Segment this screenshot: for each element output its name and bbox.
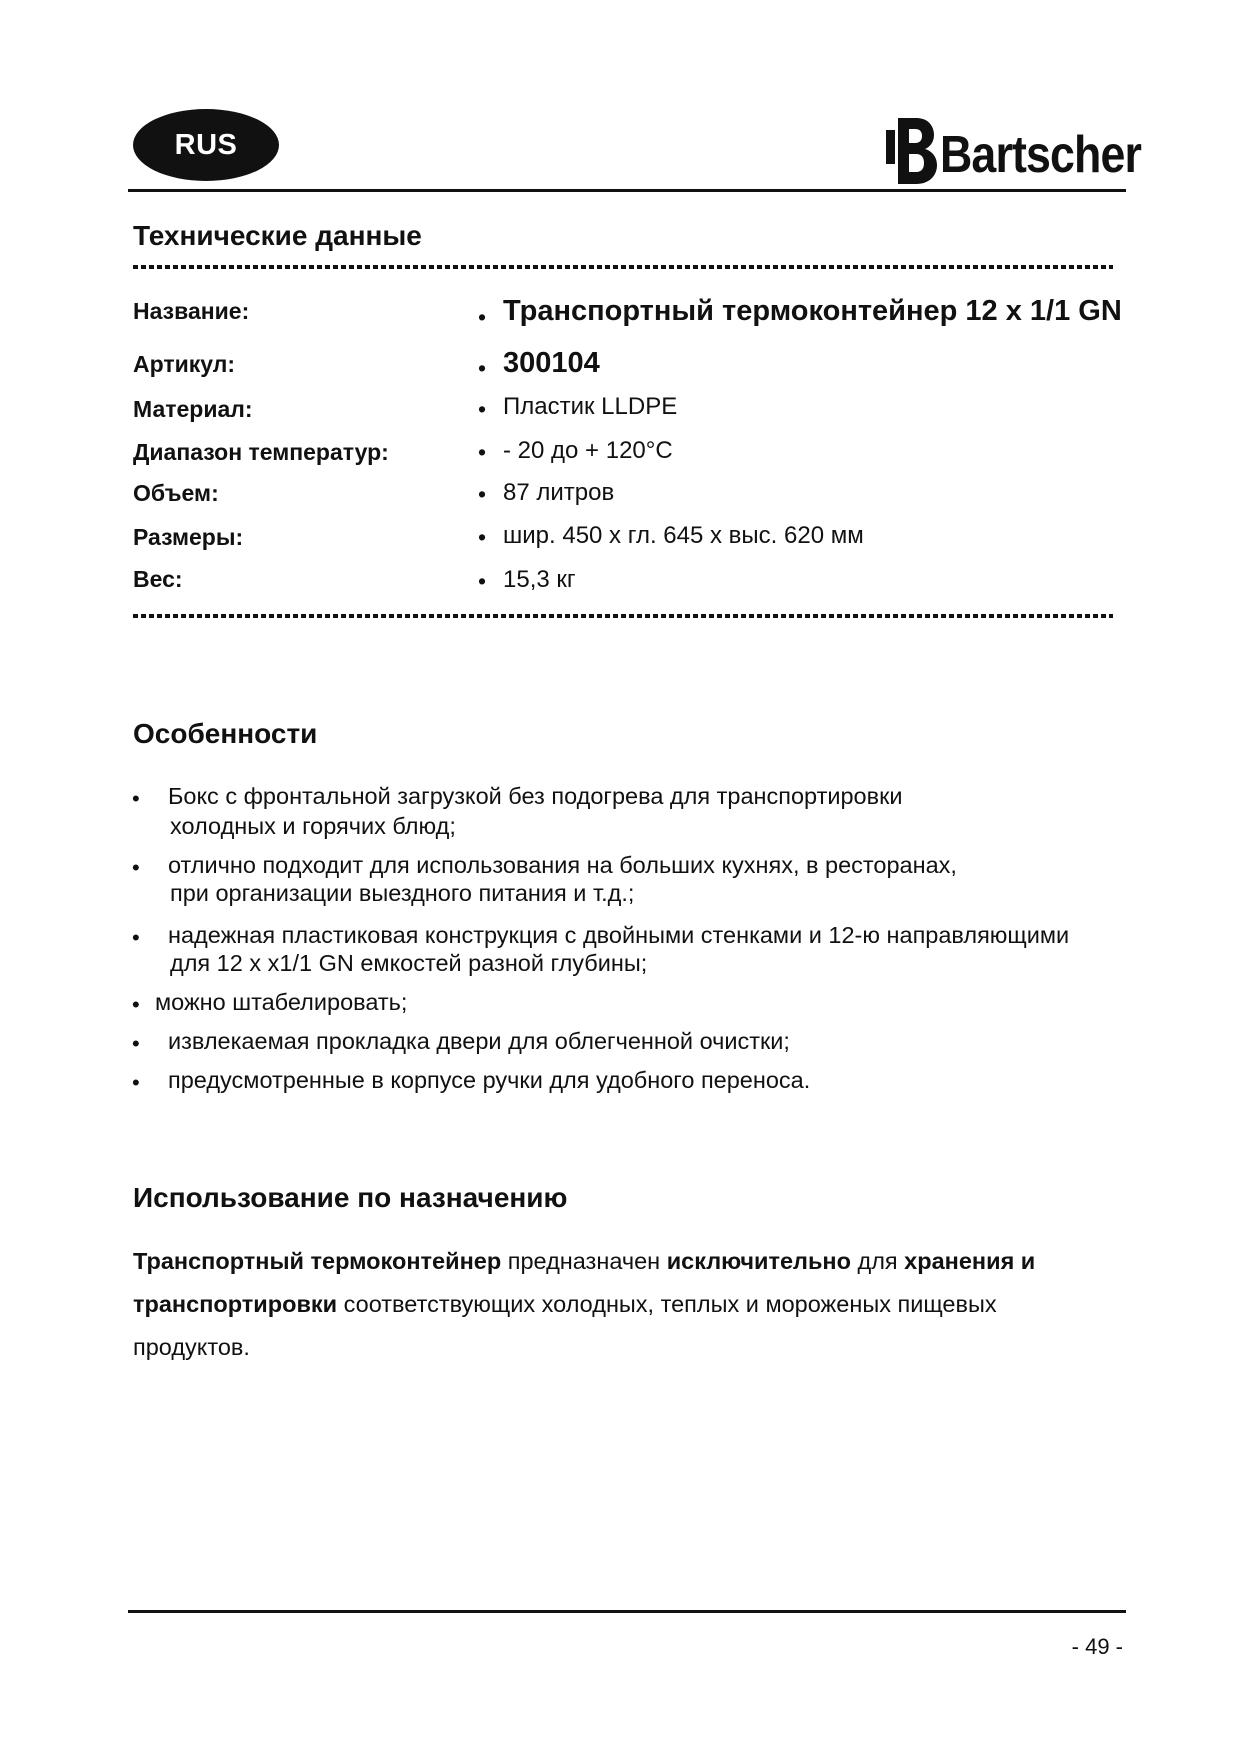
spec-label-name: Название: <box>133 298 250 324</box>
bullet-icon: • <box>132 992 140 1017</box>
bullet-icon: • <box>478 524 487 550</box>
feature-item-line: отлично подходит для использования на больших кухнях, в ресторанах, <box>168 852 957 878</box>
usage-bold-text: исключительно <box>666 1248 851 1274</box>
bullet-icon: • <box>478 396 487 422</box>
spec-label-dimensions: Размеры: <box>133 524 244 550</box>
spec-label-temperature: Диапазон температур: <box>133 439 389 465</box>
bullet-icon: • <box>478 439 487 465</box>
usage-text: предназначен <box>501 1248 667 1274</box>
usage-bold-text: Транспортный термоконтейнер <box>133 1248 502 1274</box>
feature-item-line: холодных и горячих блюд; <box>170 813 456 839</box>
bullet-icon: • <box>132 925 140 950</box>
page-number: - 49 - <box>1071 1634 1123 1659</box>
spec-label-volume: Объем: <box>133 480 219 506</box>
usage-line <box>133 1248 1035 1275</box>
header-rule <box>128 189 1126 192</box>
spec-value-temperature: - 20 до + 120°С <box>503 437 673 464</box>
bullet-icon: • <box>478 355 487 381</box>
bullet-icon: • <box>132 786 140 811</box>
usage-text: для <box>850 1248 905 1274</box>
usage-section-title: Использование по назначению <box>133 1182 568 1213</box>
usage-text: продуктов. <box>133 1334 250 1360</box>
spec-value-material: Пластик LLDPE <box>503 393 678 420</box>
spec-label-weight: Вес: <box>133 566 183 592</box>
bullet-icon: • <box>478 481 487 507</box>
tech-section-title: Технические данные <box>133 220 422 251</box>
bullet-icon: • <box>132 1031 140 1056</box>
spec-value-dimensions: шир. 450 x гл. 645 x выс. 620 мм <box>503 522 864 549</box>
feature-item-line: для 12 x x1/1 GN емкостей разной глубины; <box>170 950 648 976</box>
spec-value-weight: 15,3 кг <box>503 566 576 593</box>
usage-line <box>133 1291 997 1318</box>
dashed-divider <box>133 614 1113 618</box>
spec-label-material: Материал: <box>133 396 253 422</box>
features-section-title: Особенности <box>133 718 318 749</box>
spec-label-article: Артикул: <box>133 351 236 377</box>
brand-logo-text: Bartscher <box>940 126 1142 184</box>
usage-line <box>133 1334 250 1361</box>
brand-logo <box>886 112 1142 186</box>
spec-value-volume: 87 литров <box>503 479 615 506</box>
bullet-icon: • <box>132 855 140 880</box>
spec-value-article: 300104 <box>503 347 600 379</box>
bullet-icon: • <box>478 568 487 594</box>
feature-item-line: извлекаемая прокладка двери для облегченной очистки; <box>168 1028 790 1054</box>
usage-bold-text: транспортировки <box>133 1291 338 1317</box>
feature-item-line: при организации выездного питания и т.д.; <box>170 880 635 906</box>
language-badge <box>133 109 279 181</box>
language-badge-label: RUS <box>174 128 238 161</box>
feature-item-line: предусмотренные в корпусе ручки для удобного переноса. <box>168 1067 811 1093</box>
dashed-divider <box>133 265 1113 269</box>
usage-text: соответствующих холодных, теплых и мороженых пищевых <box>337 1291 997 1317</box>
footer-rule <box>128 1610 1126 1613</box>
usage-bold-text: хранения и <box>904 1248 1036 1274</box>
feature-item-line: надежная пластиковая конструкция с двойными стенками и 12-ю направляющими <box>168 922 1070 948</box>
feature-item-line: Бокс с фронтальной загрузкой без подогрева для транспортировки <box>168 783 903 809</box>
feature-item-line: можно штабелировать; <box>155 989 408 1015</box>
bullet-icon: • <box>478 304 487 330</box>
bartscher-logo-icon <box>886 116 938 186</box>
bullet-icon: • <box>132 1070 140 1095</box>
spec-value-name: Транспортный термоконтейнер 12 x 1/1 GN <box>503 295 1122 327</box>
